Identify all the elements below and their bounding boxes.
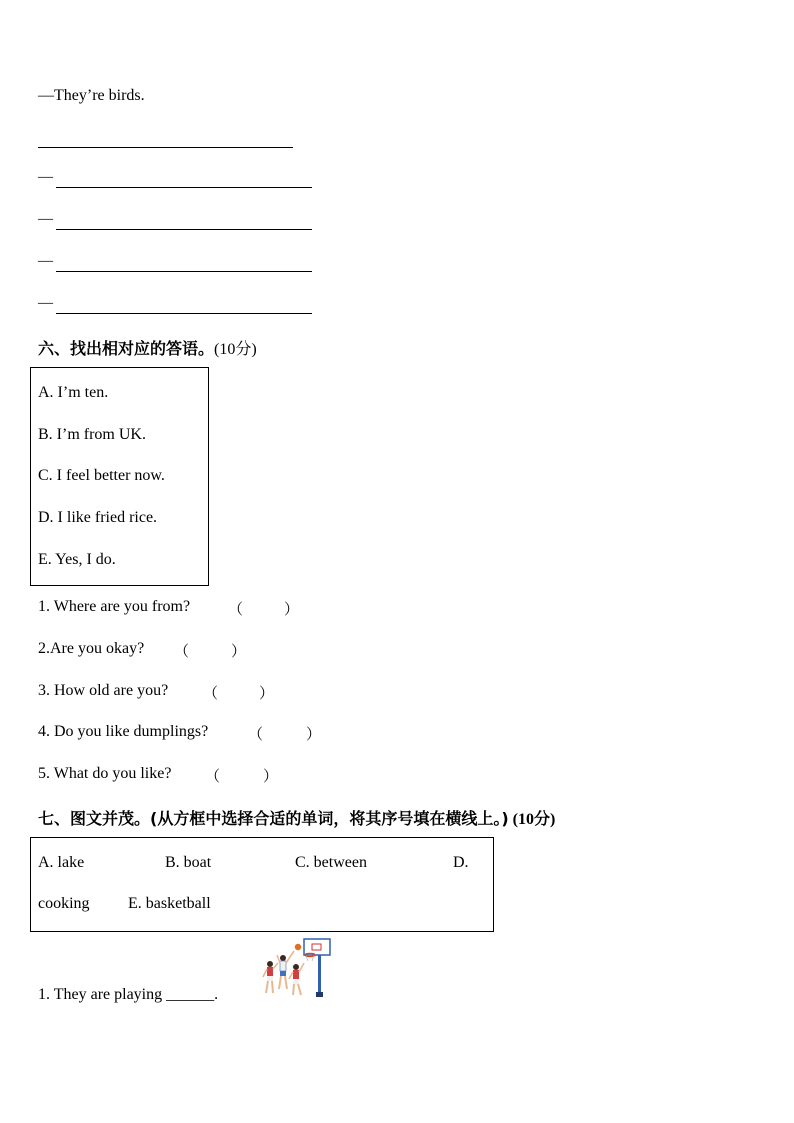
option-d: D. I like fried rice. <box>38 509 158 526</box>
answer-paren-open-3: （ <box>203 686 219 702</box>
option7-c: C. between <box>295 854 367 871</box>
answer-paren-close-4[interactable]: ） <box>306 727 322 743</box>
option-a: A. I’m ten. <box>38 384 109 401</box>
blank-line-5 <box>56 313 312 314</box>
section6-score: (10分) <box>214 341 257 358</box>
section7-instruction: (从方框中选择合适的单词，将其序号填在横线上。) <box>150 809 509 828</box>
section7-heading <box>38 806 555 829</box>
basketball-players-illustration <box>258 937 334 1001</box>
option-b: B. I’m from UK. <box>38 426 146 443</box>
dash-1: — <box>38 169 53 185</box>
option7-d-word: cooking <box>38 895 90 912</box>
section7-title: 七、图文并茂。 <box>38 809 151 828</box>
option-c: C. I feel better now. <box>38 467 165 484</box>
section7-score: (10分) <box>512 811 556 828</box>
blank-line-3 <box>56 229 312 230</box>
question-2: 2.Are you okay? <box>38 640 145 657</box>
answer-paren-close-5[interactable]: ） <box>263 769 279 785</box>
blank-line-2 <box>56 187 312 188</box>
dash-4: — <box>38 295 53 311</box>
dash-2: — <box>38 211 53 227</box>
section6-title: 六、找出相对应的答语。 <box>38 339 215 358</box>
section7-question-1: 1. They are playing ______. <box>38 986 219 1003</box>
answer-paren-open-1: （ <box>228 602 244 618</box>
question-4: 4. Do you like dumplings? <box>38 723 209 740</box>
section7-options-box <box>30 837 494 932</box>
option7-b: B. boat <box>165 854 212 871</box>
option7-a: A. lake <box>38 854 85 871</box>
answer-paren-open-4: （ <box>248 727 264 743</box>
dash-3: — <box>38 253 53 269</box>
question-3: 3. How old are you? <box>38 682 169 699</box>
option-e: E. Yes, I do. <box>38 551 116 568</box>
blank-line-4 <box>56 271 312 272</box>
answer-line-birds: —They’re birds. <box>38 87 145 104</box>
option7-d: D. <box>453 854 469 871</box>
question-5: 5. What do you like? <box>38 765 172 782</box>
answer-paren-open-2: （ <box>174 644 190 660</box>
answer-paren-open-5: （ <box>205 769 221 785</box>
section6-heading <box>38 336 257 359</box>
blank-line-1 <box>38 147 293 148</box>
answer-paren-close-1[interactable]: ） <box>284 602 300 618</box>
answer-paren-close-3[interactable]: ） <box>259 686 275 702</box>
option7-e: E. basketball <box>128 895 211 912</box>
answer-paren-close-2[interactable]: ） <box>231 644 247 660</box>
question-1: 1. Where are you from? <box>38 598 191 615</box>
